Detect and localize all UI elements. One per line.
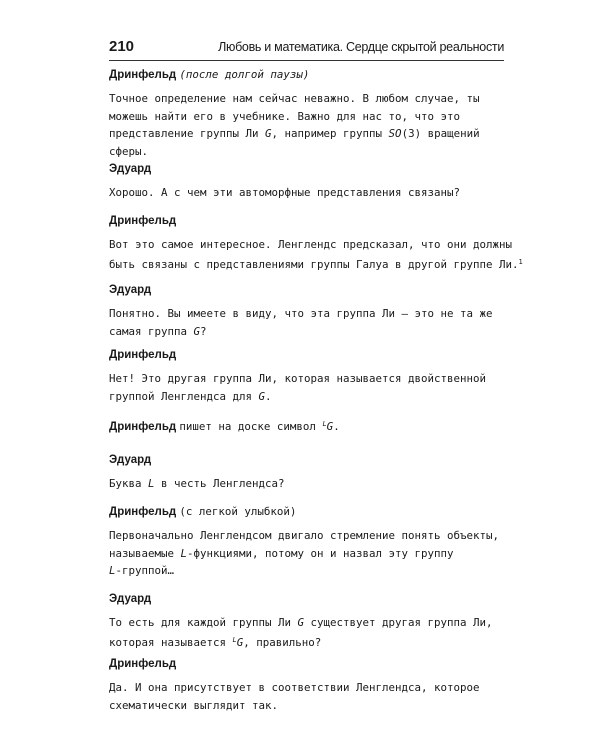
speech-line: называемые L-функциями, потому он и назвал эту группу — [109, 546, 454, 560]
dialogue-block — [109, 503, 509, 580]
speaker-name: Эдуард — [109, 284, 152, 296]
dialogue-block — [109, 655, 509, 714]
speech-line-text: представление группы Ли G, например группы SO(3) вращений — [109, 127, 480, 140]
running-header — [109, 36, 504, 61]
speaker-name: Эдуард — [109, 454, 152, 466]
dialogue-block — [109, 281, 509, 340]
speech-text — [109, 305, 509, 340]
symbol-base: G — [326, 420, 334, 433]
speaker-name: Дринфельд — [109, 421, 177, 433]
speech-text — [109, 614, 509, 651]
speaker-name: Дринфельд — [109, 349, 177, 361]
speaker-name: Эдуард — [109, 593, 152, 605]
speech-line: Хорошо. А с чем эти автоморфные представления связаны? — [109, 186, 461, 199]
stage-direction: (с легкой улыбкой) — [179, 505, 297, 518]
speech-line: Буква L в честь Ленглендса? — [109, 477, 285, 490]
speech-line: Вот это самое интересное. Ленглендс предсказал, что они должны — [109, 238, 513, 251]
speech-line: группой Ленглендса для G. — [109, 389, 272, 403]
action-text: пишет на доске символ — [179, 420, 316, 433]
stage-direction: (после долгой паузы) — [179, 68, 310, 81]
symbol-superscript: L — [322, 420, 327, 428]
speech-line: Нет! Это другая группа Ли, которая называется двойственной — [109, 372, 487, 385]
speech-text — [109, 236, 523, 273]
speech-text — [109, 475, 509, 493]
speech-line: То есть для каждой группы Ли G существует другая группа Ли, — [109, 616, 493, 629]
speech-text — [109, 679, 509, 714]
speaker-name: Дринфельд — [109, 215, 177, 227]
speech-line: Первоначально Ленглендсом двигало стремление понять объекты, — [109, 529, 500, 542]
speech-text — [109, 90, 509, 160]
speech-text — [109, 184, 509, 202]
speech-line: схематически выглядит так. — [109, 698, 279, 712]
dialogue-block — [109, 160, 509, 202]
speaker-name: Дринфельд — [109, 69, 177, 81]
speech-line: которая называется $^L$G, правильно? — [109, 635, 322, 649]
speech-line: можешь найти его в учебнике. Важно для нас то, что это — [109, 109, 461, 123]
dialogue-block — [109, 66, 509, 160]
speech-line — [109, 125, 509, 143]
dialogue-block — [109, 346, 509, 405]
speech-line: L-группой… — [109, 564, 175, 577]
speech-line: сферы. — [109, 144, 149, 158]
running-title: Любовь и математика. Сердце скрытой реальности — [218, 40, 504, 54]
symbol-period: . — [333, 420, 340, 433]
dialogue-block — [109, 212, 523, 273]
speaker-name: Дринфельд — [109, 658, 177, 670]
dialogue-block — [109, 590, 509, 651]
page-number: 210 — [109, 38, 135, 55]
speech-line: Да. И она присутствует в соответствии Ленглендса, которое — [109, 681, 480, 694]
speech-text — [109, 527, 509, 580]
speaker-name: Дринфельд — [109, 506, 177, 518]
speech-line — [109, 254, 523, 274]
speaker-name: Эдуард — [109, 163, 152, 175]
speech-line: Понятно. Вы имеете в виду, что эта группа Ли — это не та же — [109, 307, 493, 320]
speech-line-text: быть связаны с представлениями группы Галуа в другой группе Ли. — [109, 257, 519, 271]
dialogue-block — [109, 451, 509, 493]
footnote-mark[interactable]: 1 — [518, 257, 523, 266]
speech-text — [109, 370, 509, 405]
action-line — [109, 415, 509, 433]
speech-line: Точное определение нам сейчас неважно. В любом случае, ты — [109, 92, 480, 105]
speech-line: самая группа G? — [109, 324, 207, 338]
